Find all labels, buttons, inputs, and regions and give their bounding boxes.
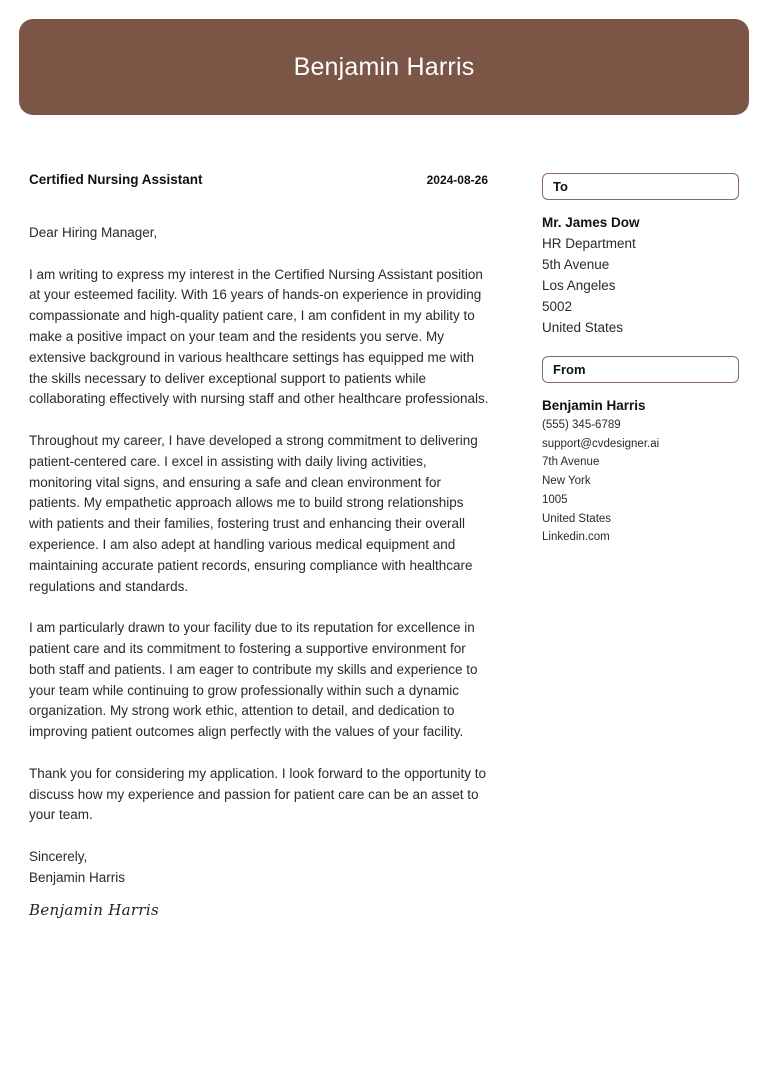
letter-date: 2024-08-26 [426, 173, 488, 187]
recipient-department: HR Department [542, 236, 636, 251]
from-label-box [542, 356, 739, 383]
recipient-country: United States [542, 320, 624, 335]
sender-phone: (555) 345-6789 [542, 419, 621, 431]
recipient-city: Los Angeles [542, 278, 616, 293]
recipient-zip: 5002 [542, 299, 573, 314]
handwritten-signature: Benjamin Harris [29, 900, 159, 919]
letter-body [29, 172, 491, 919]
sender-country: United States [542, 512, 612, 525]
sender-website: Linkedin.com [542, 531, 610, 544]
salutation: Dear Hiring Manager, [29, 225, 158, 240]
sender-name: Benjamin Harris [542, 398, 646, 413]
sender-city: New York [542, 475, 591, 488]
recipient-street: 5th Avenue [542, 257, 610, 272]
letter-meta [29, 172, 491, 192]
paragraph-4: Thank you for considering my application. I look forward to the opportunity to discuss how my experience and passion for patient care can be an asset to your team. [29, 765, 486, 823]
recipient-name: Mr. James Dow [542, 215, 640, 230]
closing-name: Benjamin Harris [29, 869, 126, 885]
job-title: Certified Nursing Assistant [29, 172, 203, 187]
address-sidebar [542, 173, 739, 547]
paragraph-1: I am writing to express my interest in the Certified Nursing Assistant position at your esteemed facility. With 16 years of hands-on experience in providing compassionate and high-quality patient care, I am confident in my ability to make a positive impact on your team and the residents you serve. My extensive background in various healthcare settings has equipped me with the skills necessary to deliver exceptional support to patients while collaborating effectively with nursing staff and other healthcare professionals. [29, 266, 489, 407]
to-label-box [542, 173, 739, 200]
from-label: From [553, 362, 586, 377]
applicant-name: Benjamin Harris [293, 52, 475, 81]
paragraph-3: I am particularly drawn to your facility due to its reputation for excellence in patient care and its commitment to fostering a supportive environment for both staff and patients. I am eager to contribute my skills and experience to your team while continuing to grow professionally within such a dynamic organization. My strong work ethic, attention to detail, and dedication to improving patient outcomes align perfectly with the values of your facility. [29, 620, 478, 740]
letter-text [29, 223, 491, 889]
sender-street: 7th Avenue [542, 456, 600, 469]
sender-address [542, 395, 739, 547]
paragraph-2: Throughout my career, I have developed a strong commitment to delivering patient-centered care. I excel in assisting with daily living activities, monitoring vital signs, and ensuring a safe and clean environment for patients. My empathetic approach allows me to build strong relationships with patients and their families, fostering trust and enhancing their overall experience. I am also adept at handling various medical equipment and maintaining accurate patient records, ensuring compliance with healthcare regulations and standards. [29, 432, 478, 594]
sender-email: support@cvdesigner.ai [542, 437, 660, 450]
to-label: To [553, 179, 568, 194]
recipient-address [542, 212, 739, 338]
closing: Sincerely, [29, 848, 88, 864]
sender-zip: 1005 [542, 493, 568, 506]
header-banner [19, 19, 749, 115]
